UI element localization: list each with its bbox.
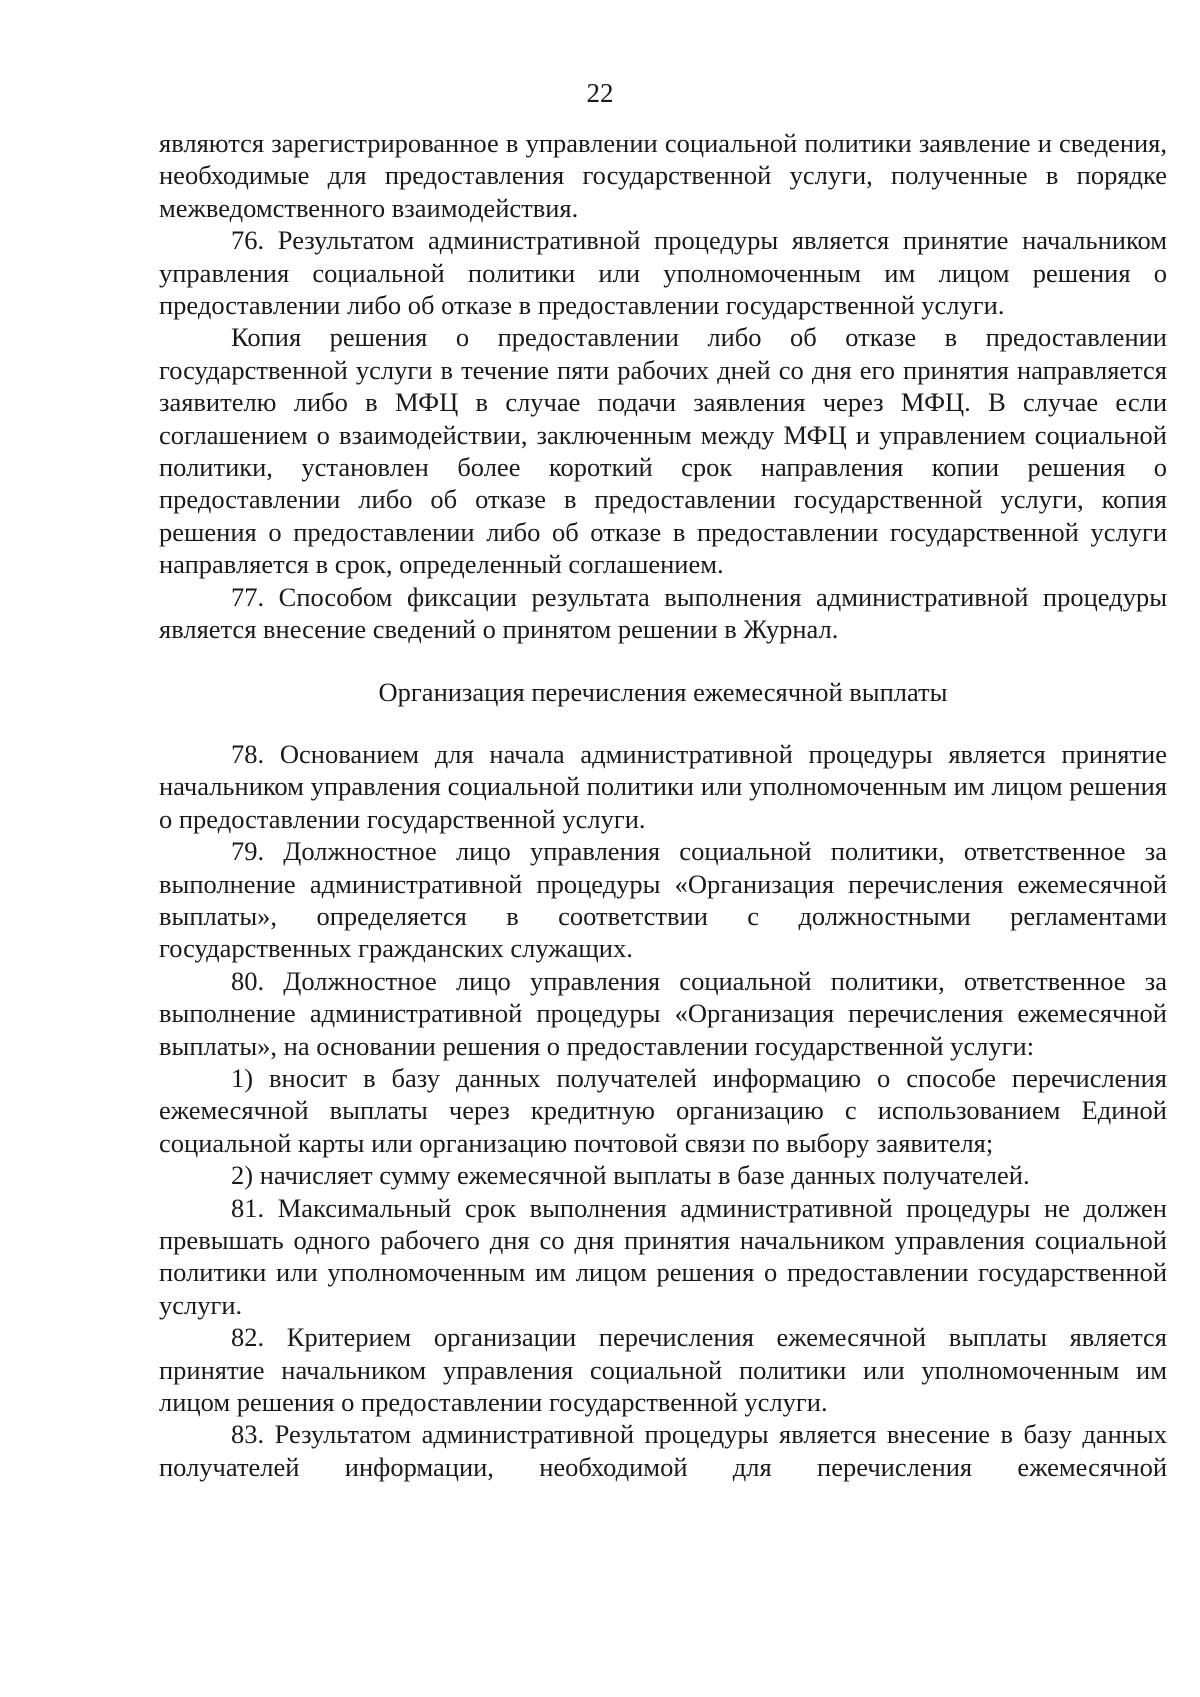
paragraph-copy-decision: Копия решения о предоставлении либо об отказе в предоставлении государственной услуги в течение пяти рабочих дней со дня его принятия направляется заявителю либо в МФЦ в случае подачи заявления через МФЦ. В случае если соглашением о взаимодействии, заключенным между МФЦ и управлением социальной политики, установлен более короткий срок направления копии решения о предоставлении либо об отказе в предоставлении государственной услуги, копия решения о предоставлении либо об отказе в предоставлении государственной услуги направляется в срок, определенный соглашением. [159,322,1167,580]
paragraph-80-item-2: 2) начисляет сумму ежемесячной выплаты в базе данных получателей. [231,1160,1030,1191]
page-number: 22 [586,78,614,108]
paragraph-83: 83. Результатом административной процедуры является внесение в базу данных получателей информации, необходимой для перечисления ежемесячной [159,1419,1167,1482]
paragraph-77: 77. Способом фиксации результата выполнения административной процедуры является внесение сведений о принятом решении в Журнал. [159,581,1167,645]
paragraph-82: 82. Критерием организации перечисления ежемесячной выплаты является принятие начальником управления социальной политики или уполномоченным им лицом решения о предоставлении государственной услуги. [159,1322,1167,1418]
document-body [159,127,1167,1483]
paragraph-78: 78. Основанием для начала административной процедуры является принятие начальником управления социальной политики или уполномоченным им лицом решения о предоставлении государственной услуги. [159,738,1167,834]
paragraph-79: 79. Должностное лицо управления социальной политики, ответственное за выполнение административной процедуры «Организация перечисления ежемесячной выплаты», определяется в соответствии с должностными регламентами государственных гражданских служащих. [159,836,1167,964]
paragraph-80: 80. Должностное лицо управления социальной политики, ответственное за выполнение административной процедуры «Организация перечисления ежемесячной выплаты», на основании решения о предоставлении государственной услуги: [159,965,1167,1061]
paragraph-continuation: являются зарегистрированное в управлении социальной политики заявление и сведения, необходимые для предоставления государственной услуги, полученные в порядке межведомственного взаимодействия. [159,128,1167,223]
paragraph-76: 76. Результатом административной процедуры является принятие начальником управления социальной политики или уполномоченным им лицом решения о предоставлении либо об отказе в предоставлении государственной услуги. [159,225,1167,321]
paragraph-81: 81. Максимальный срок выполнения административной процедуры не должен превышать одного рабочего дня со дня принятия начальником управления социальной политики или уполномоченным им лицом решения о предоставлении государственной услуги. [159,1192,1167,1320]
paragraph-80-item-1: 1) вносит в базу данных получателей информацию о способе перечисления ежемесячной выплаты через кредитную организацию с использованием Единой социальной карты или организацию почтовой связи по выбору заявителя; [159,1062,1167,1158]
section-heading: Организация перечисления ежемесячной выплаты [378,676,948,707]
